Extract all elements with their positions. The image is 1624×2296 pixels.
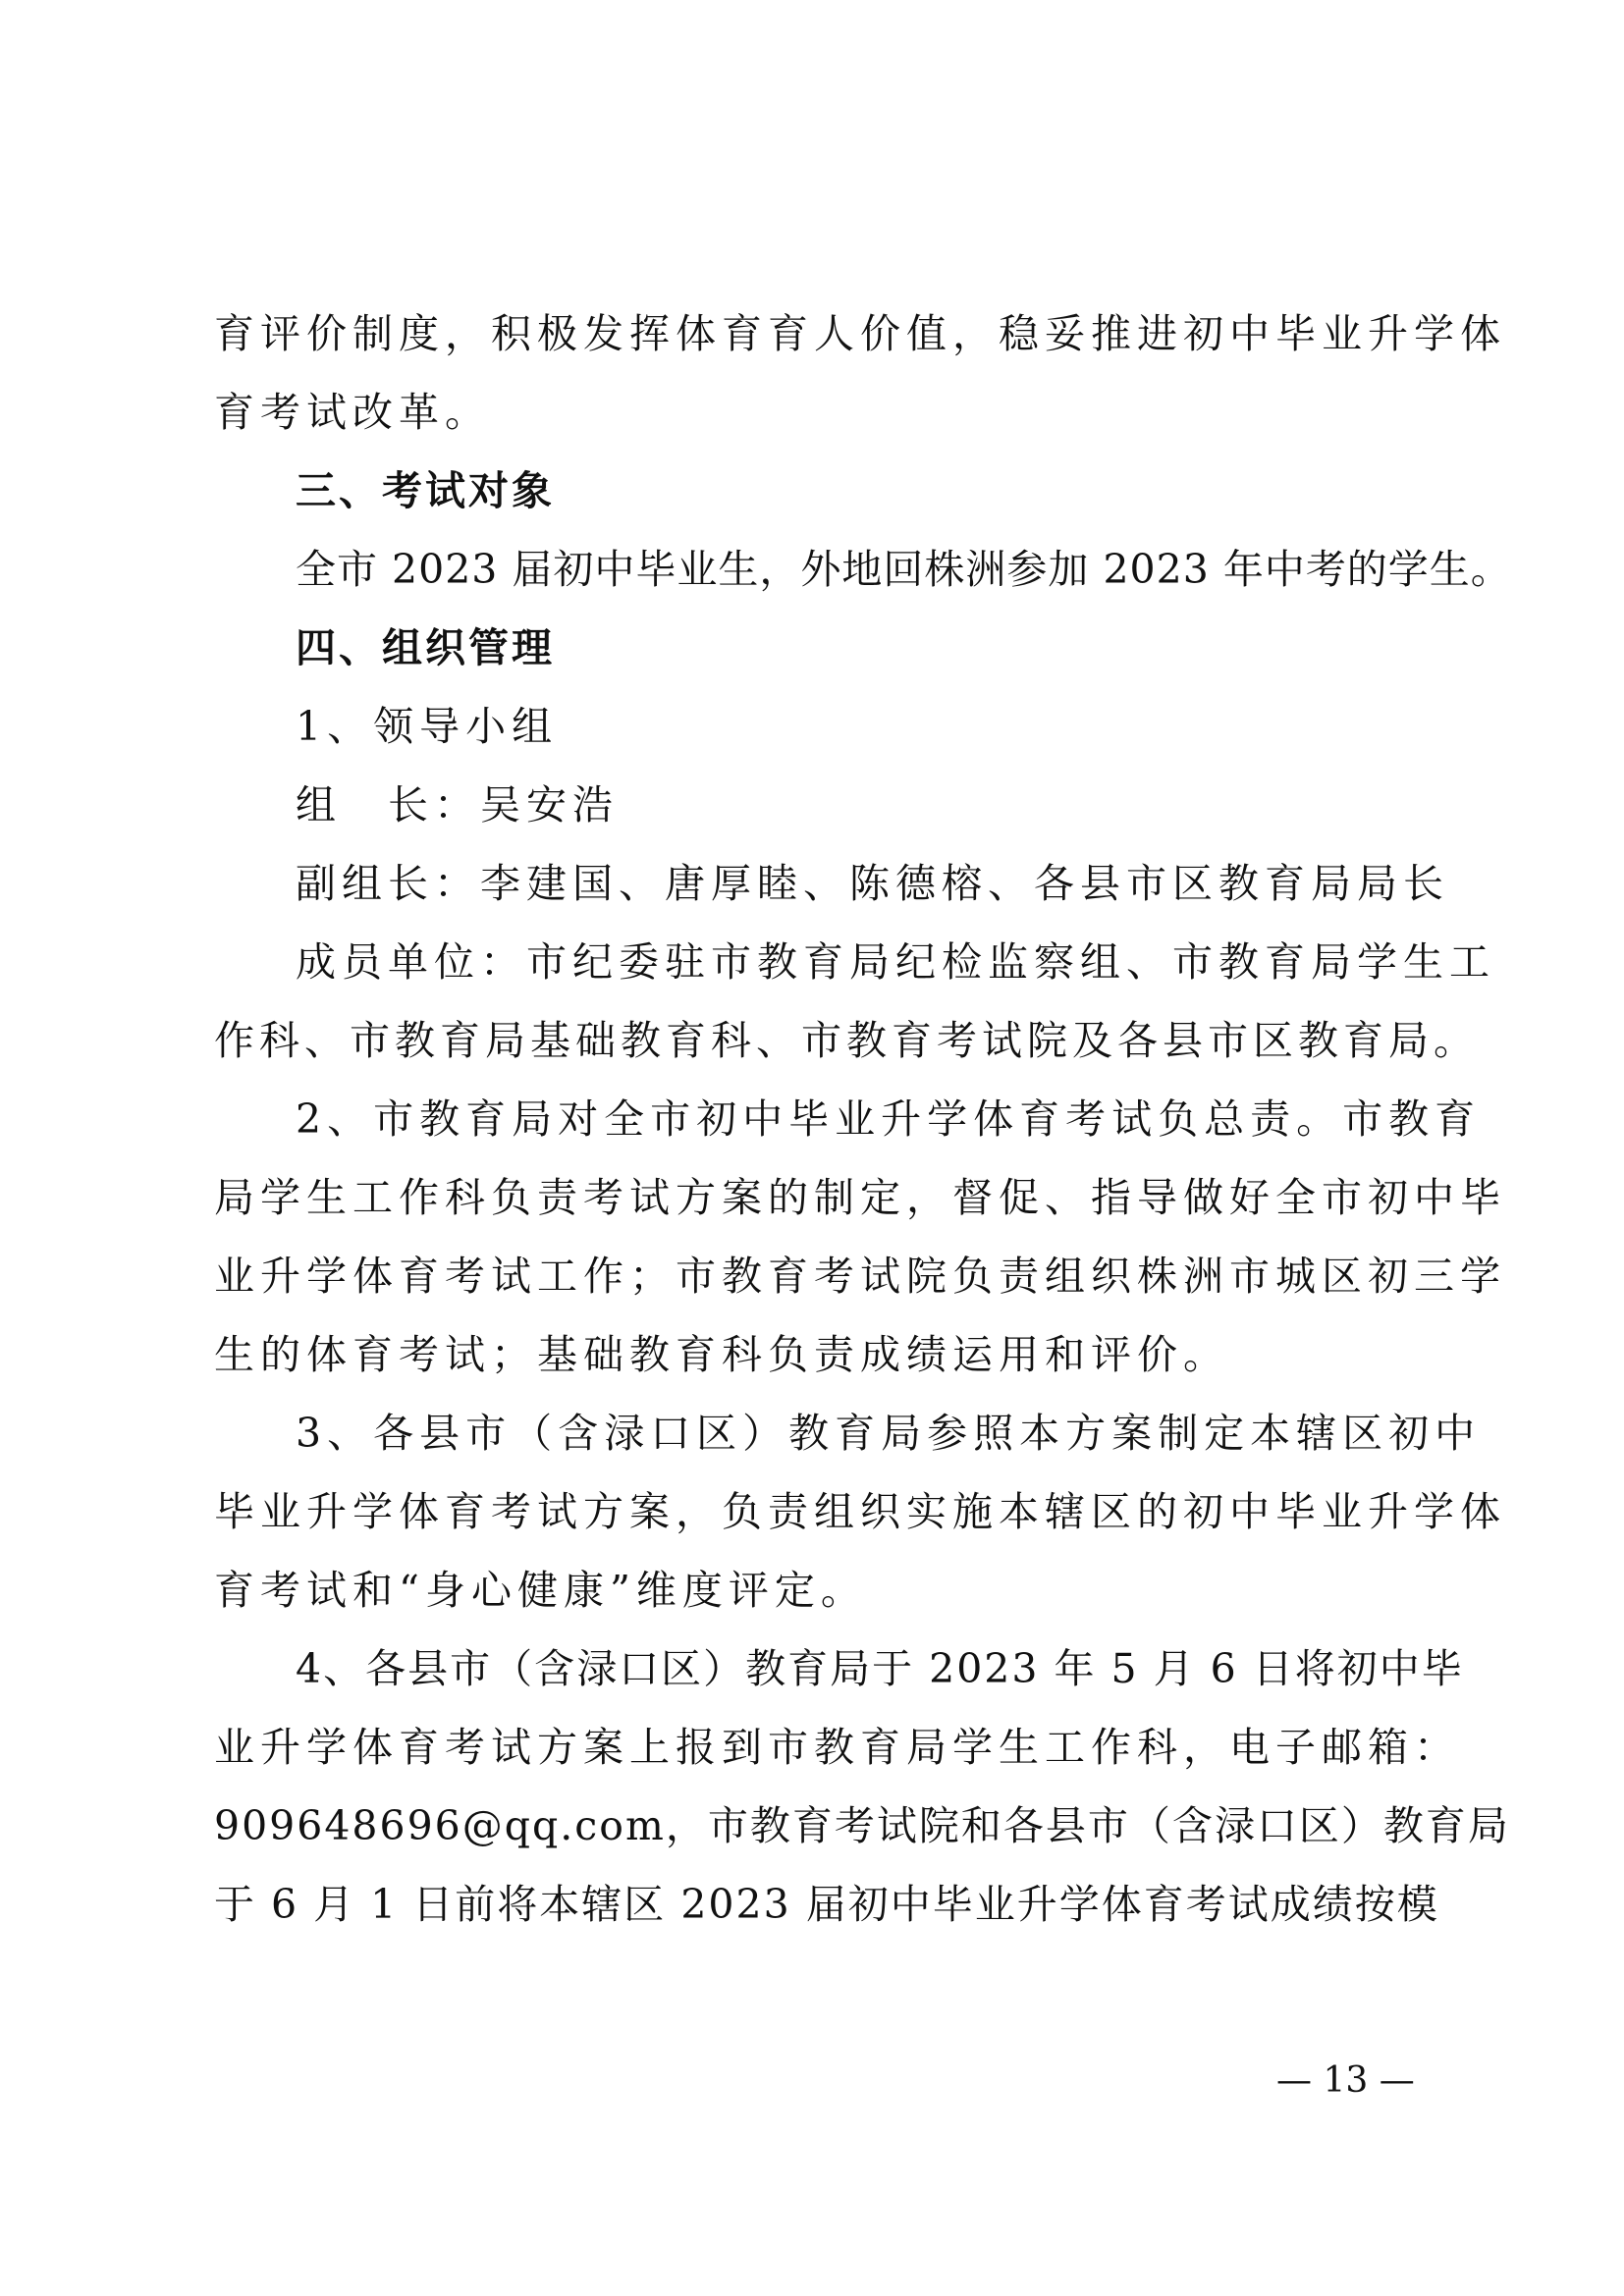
section-heading-exam-subjects: 三、考试对象 bbox=[296, 467, 555, 514]
body-line: 毕业升学体育考试方案，负责组织实施本辖区的初中毕业升学体 bbox=[214, 1488, 1506, 1535]
body-line: 全市 2023 届初中毕业生，外地回株洲参加 2023 年中考的学生。 bbox=[296, 546, 1512, 593]
body-line: 成员单位：市纪委驻市教育局纪检监察组、市教育局学生工 bbox=[296, 938, 1495, 986]
body-line: 副组长：李建国、唐厚睦、陈德榕、各县市区教育局局长 bbox=[296, 860, 1449, 907]
body-line: 3、各县市（含渌口区）教育局参照本方案制定本辖区初中 bbox=[296, 1410, 1482, 1457]
body-line: 业升学体育考试工作；市教育考试院负责组织株洲市城区初三学 bbox=[214, 1253, 1506, 1300]
body-line: 2、市教育局对全市初中毕业升学体育考试负总责。市教育 bbox=[296, 1095, 1482, 1143]
body-line: 育考试和“身心健康”维度评定。 bbox=[214, 1567, 867, 1614]
body-line: 局学生工作科负责考试方案的制定，督促、指导做好全市初中毕 bbox=[214, 1174, 1506, 1221]
body-line: 于 6 月 1 日前将本辖区 2023 届初中毕业升学体育考试成绩按模 bbox=[214, 1881, 1439, 1928]
body-line: 育评价制度，积极发挥体育育人价值，稳妥推进初中毕业升学体 bbox=[214, 310, 1506, 357]
body-line: 909648696@qq.com，市教育考试院和各县市（含渌口区）教育局 bbox=[214, 1802, 1510, 1849]
body-line: 生的体育考试；基础教育科负责成绩运用和评价。 bbox=[214, 1331, 1229, 1378]
subsection-heading-leadership-group: 1、领导小组 bbox=[296, 703, 559, 750]
body-line: 4、各县市（含渌口区）教育局于 2023 年 5 月 6 日将初中毕 bbox=[296, 1645, 1464, 1692]
body-line: 育考试改革。 bbox=[214, 389, 491, 436]
body-line: 业升学体育考试方案上报到市教育局学生工作科，电子邮箱： bbox=[214, 1724, 1460, 1771]
body-line: 作科、市教育局基础教育科、市教育考试院及各县市区教育局。 bbox=[214, 1017, 1479, 1064]
page-number: — 13 — bbox=[1276, 2060, 1415, 2101]
section-heading-organization: 四、组织管理 bbox=[296, 624, 555, 671]
body-line: 组 长：吴安浩 bbox=[296, 781, 619, 828]
